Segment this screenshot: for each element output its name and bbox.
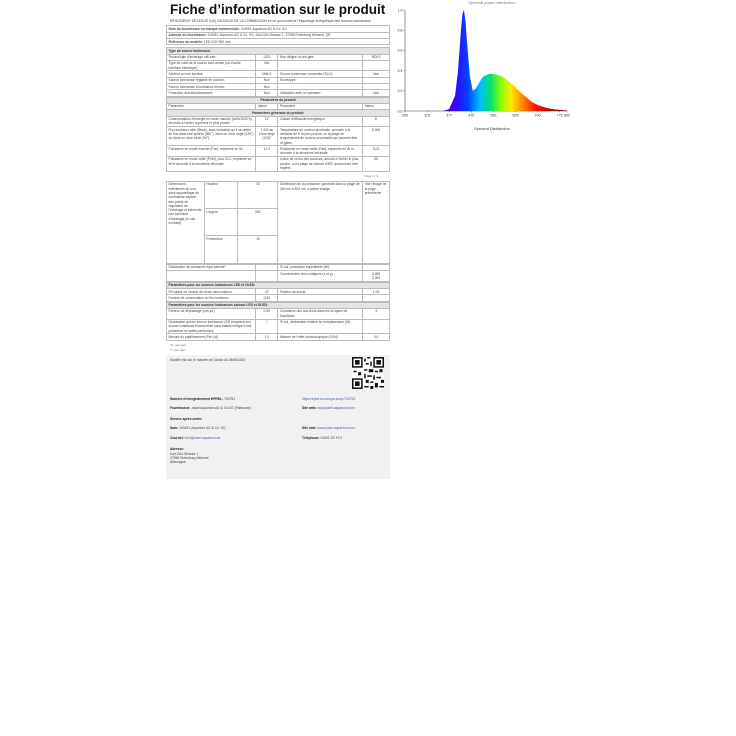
spectral-distribution-value: Voir l’image de la page précédente bbox=[363, 181, 390, 263]
dimensions-label: Dimensions extérieures en mm, sans appareillage de commande séparé, des points de régulation de l’éclairage et éléments non lumineux d’éclairage (le cas échéant) bbox=[167, 181, 205, 263]
value-cell: NMLS bbox=[256, 71, 278, 77]
x-tick-label: 625 bbox=[512, 113, 519, 118]
x-tick-label: 475 bbox=[468, 113, 475, 118]
parameter-cell: Coordonnées chro-matiques (x et y) bbox=[278, 271, 363, 282]
y-tick-label: 0.4 bbox=[397, 68, 403, 73]
parameter-cell: Constance des cou-leurs dans les el-lipses de MacAdam bbox=[278, 308, 363, 319]
supplier-label: Nom du fournisseur ou marque commerciale: bbox=[168, 26, 240, 31]
parameter-cell: Enveloppe: bbox=[278, 77, 363, 83]
parameter-cell: Puissance en mode veille (Pnet), pour SLC, exprimée en W et arrondie à la deuxième décimale bbox=[167, 156, 256, 171]
value-cell: NDLS bbox=[363, 54, 390, 60]
spectrum-area bbox=[443, 10, 567, 111]
parameter-cell: Mesure de l’effet stroboscopique (SVM) bbox=[278, 334, 363, 340]
eprel-link[interactable]: https://eprel.ec.europa.eu/qr/763753 bbox=[302, 396, 356, 401]
parameter-cell: Utilisation avec un variateur: bbox=[278, 90, 363, 96]
x-tick-label: 800 bbox=[564, 113, 570, 118]
table-row bbox=[167, 127, 390, 146]
service-address-line-2: 27356 Rotenburg Wümme bbox=[170, 455, 209, 460]
value-cell: 3 bbox=[363, 308, 390, 319]
value-cell: 1,00 bbox=[363, 289, 390, 295]
chart-x-label: Spectral Distribution bbox=[474, 126, 510, 131]
value-cell: 22 bbox=[256, 289, 278, 295]
service-email bbox=[170, 436, 220, 440]
y-tick-label: 0.8 bbox=[397, 28, 403, 33]
parameter-cell bbox=[278, 60, 363, 71]
value-cell: 0,285 0,300 bbox=[363, 271, 390, 282]
market-date-note: Modèle mis sur le marché de l’Union du 08/06/2020 bbox=[170, 357, 246, 362]
mains-parameters-table bbox=[166, 302, 390, 341]
service-phone-label: Téléphone: bbox=[302, 435, 320, 440]
table-row bbox=[167, 334, 390, 340]
value-cell: N/A bbox=[256, 60, 278, 71]
parameter-cell bbox=[278, 295, 363, 301]
value-cell: 1 400 au Cône large (120)° bbox=[256, 127, 278, 146]
parameter-cell: Consommation d’énergie en mode marche (kWh/1000 h), arrondie à l’entier supérieur le plus proche bbox=[167, 116, 256, 127]
eprel-label: Numéro d’enregistrement EPREL: bbox=[170, 396, 224, 401]
value-cell: 0,0 bbox=[363, 334, 390, 340]
header-value-2: Valeur bbox=[363, 103, 390, 109]
equivalence-table bbox=[166, 264, 390, 282]
parameter-cell: Puissance en mode marche (Pon), exprimée en W bbox=[167, 146, 256, 157]
product-information-sheet bbox=[166, 0, 390, 479]
table-row bbox=[167, 319, 390, 334]
equivalence-rows bbox=[167, 264, 390, 281]
footnote-2: **: non réel bbox=[170, 347, 185, 352]
value-cell: 85 bbox=[363, 156, 390, 171]
service-address-line-1: Karl-Göx-Strasse 1 bbox=[170, 451, 199, 456]
table-row bbox=[167, 295, 390, 301]
parameter-cell: Type de culot de la source lumi-neuse (ou d’autre interface électrique) bbox=[167, 60, 256, 71]
parameter-cell: Température de couleur proximale, arrondie à la centaine de K la plus proche, ou la plage de températures de couleur proximales qui peuvent être ré-glées bbox=[278, 127, 363, 146]
value-cell: 0,59 bbox=[256, 308, 278, 319]
value-cell bbox=[363, 60, 390, 71]
service-website-link[interactable]: www.juwel-aquarium.com bbox=[317, 425, 355, 430]
supplier-address-label: Adresse du fournisseur: bbox=[168, 33, 207, 38]
model-label: Référence du modèle: bbox=[168, 39, 203, 44]
led-parameter-rows bbox=[167, 289, 390, 302]
spectral-distribution-label: Distribution de la puissance spectrale dans la plage de 250 nm à 800 nm, à pleine charge bbox=[278, 181, 363, 263]
led-parameters-table bbox=[166, 282, 390, 302]
parameter-cell: Si oui, déclaration relative au remplacement (W) bbox=[278, 319, 363, 334]
footer-supplier bbox=[170, 406, 251, 410]
value-cell bbox=[363, 295, 390, 301]
x-tick-label: 700 bbox=[534, 113, 541, 118]
supplier-address-value: JUWEL Aquarium AG & Co. KG, Karl-Göx-Strasse 1, 27356 Rotenburg Wümme, DE bbox=[207, 33, 331, 38]
led-parameters-title: Paramètres pour les sources lumineuses LED et OLED: bbox=[167, 282, 390, 288]
parameter-cell: Facteur de survie bbox=[278, 289, 363, 295]
x-tick-label: 775 bbox=[556, 113, 563, 118]
qr-code-icon bbox=[352, 357, 384, 389]
service-website bbox=[302, 426, 355, 430]
value-cell: Non bbox=[256, 90, 278, 96]
width-label: Largeur bbox=[204, 209, 237, 236]
service-title bbox=[170, 417, 202, 421]
value-cell: 6 000 bbox=[363, 127, 390, 146]
parameter-cell: Source lumineuse réglable en couleur: bbox=[167, 77, 256, 83]
product-parameters-title: Paramètres du produit bbox=[167, 97, 390, 103]
light-source-type-table bbox=[166, 47, 390, 96]
parameter-cell: Classe d’efficacité énergétique bbox=[278, 116, 363, 127]
supplier-value: JUWEL Aquarium AG & Co. KG bbox=[240, 26, 287, 31]
x-tick-label: 550 bbox=[490, 113, 497, 118]
footer-website-link[interactable]: www.juwel-aquarium.com bbox=[317, 405, 355, 410]
footnote-1: *A: non réel bbox=[170, 342, 186, 347]
y-tick-label: 0.2 bbox=[397, 89, 403, 94]
general-parameters-title: Paramètres généraux du produit: bbox=[167, 110, 390, 116]
parameter-cell: Source lumineuse connectée (SLC): bbox=[278, 71, 363, 77]
value-cell: 12 bbox=[256, 116, 278, 127]
value-cell: Non bbox=[363, 90, 390, 96]
service-email-label: Courriel: bbox=[170, 435, 184, 440]
parameter-cell: Déclaration de puissance équi-valente* bbox=[167, 264, 256, 270]
value-cell: - bbox=[363, 319, 390, 334]
service-title-text: Service après-vente: bbox=[170, 416, 203, 421]
table-row bbox=[167, 116, 390, 127]
width-value: 590 bbox=[238, 209, 278, 236]
table-row bbox=[167, 308, 390, 319]
parameter-cell: Mesure du papillotement (Pst LM) bbox=[167, 334, 256, 340]
service-email-link[interactable]: info@juwel-aquarium.de bbox=[184, 435, 221, 440]
x-tick-label: 377 bbox=[446, 113, 453, 118]
value-cell: 0,00 bbox=[363, 146, 390, 157]
value-cell: 1,0 bbox=[256, 334, 278, 340]
parameter-cell: Non dirigée ou diri-gée: bbox=[278, 54, 363, 60]
mains-parameters-title: Paramètres pour les sources lumineuses secteur LED et OLED: bbox=[167, 302, 390, 308]
light-source-type-title: Type de source lumineuse: bbox=[167, 48, 390, 54]
parameter-cell: Source lumineuse à luminance élevée: bbox=[167, 84, 256, 90]
service-name-value: JUWEL Aquarium AG & Co. KG bbox=[179, 425, 226, 430]
parameter-cell: Facteur de conservation du flux lumineux bbox=[167, 295, 256, 301]
spectral-chart bbox=[395, 0, 575, 136]
y-tick-label: 0.0 bbox=[397, 109, 403, 114]
parameter-cell: R9 valeur de l’indice de rendu des couleurs bbox=[167, 289, 256, 295]
table-row bbox=[167, 146, 390, 157]
depth-label: Profondeur bbox=[204, 236, 237, 263]
height-value: 30 bbox=[238, 181, 278, 208]
dimensions-table bbox=[166, 181, 390, 264]
value-cell: - bbox=[363, 77, 390, 83]
supplier-table bbox=[166, 25, 390, 45]
value-cell: Non bbox=[256, 77, 278, 83]
value-cell: 0,94 bbox=[256, 295, 278, 301]
footer-supplier-label: Fournisseur: bbox=[170, 405, 191, 410]
sheet-title: Fiche d’information sur le produit bbox=[170, 2, 386, 17]
value-cell: - bbox=[363, 264, 390, 270]
value-cell: Non bbox=[363, 71, 390, 77]
depth-value: 15 bbox=[238, 236, 278, 263]
x-tick-label: 250 bbox=[402, 113, 408, 118]
y-tick-label: 1.0 bbox=[397, 8, 403, 13]
footer-website bbox=[302, 406, 355, 410]
height-label: Hauteur bbox=[204, 181, 237, 208]
value-cell: Non bbox=[256, 84, 278, 90]
parameter-cell bbox=[167, 271, 256, 282]
parameter-cell: Indice de rendu des couleurs, arrondi à l’entier le plus proche, ou la plage de valeurs d’IRC qui peuvent être réglées bbox=[278, 156, 363, 171]
header-value-1: Valeur bbox=[256, 103, 278, 109]
table-row bbox=[167, 156, 390, 171]
eprel-registration bbox=[170, 397, 235, 401]
value-cell bbox=[256, 156, 278, 171]
product-parameters-table bbox=[166, 97, 390, 172]
service-name bbox=[170, 426, 226, 430]
parameter-cell: Puissance en mode veille (Psb), exprimée en W et arrondie à la deuxième décimale bbox=[278, 146, 363, 157]
spectral-chart-svg bbox=[395, 0, 575, 136]
value-cell: - bbox=[256, 264, 278, 270]
value-cell: -* bbox=[256, 319, 278, 334]
parameter-cell: Si oui, puissance équivalente (W) bbox=[278, 264, 363, 270]
regulation-subtitle: RÈGLEMENT DÉLÉGUÉ (UE) 2019/2015 DE LA COMMISSION en ce qui concerne l’étiquetage énergétique des sources lumineuses bbox=[170, 19, 371, 23]
light-source-type-rows bbox=[167, 54, 390, 96]
service-name-label: Nom: bbox=[170, 425, 179, 430]
service-address-title bbox=[170, 447, 184, 451]
y-tick-label: 0.6 bbox=[397, 48, 403, 53]
service-address-title-text: Adresse: bbox=[170, 446, 185, 451]
value-cell: 12,0 bbox=[256, 146, 278, 157]
value-cell: LED bbox=[256, 54, 278, 60]
value-cell: E bbox=[363, 116, 390, 127]
parameter-cell: Protection anti-éblouissement: bbox=[167, 90, 256, 96]
x-tick-label: 325 bbox=[424, 113, 431, 118]
eprel-number: 763753 bbox=[224, 396, 236, 401]
parameter-cell: Déclaration qu’une source lumineuse LED remplace une source lumineuse fluorescente sans ballast intégré d’une puissance en watts particulière bbox=[167, 319, 256, 334]
footer-supplier-value: Juwel Aquarium AG & Co.KG (Fabricant) bbox=[191, 405, 251, 410]
parameter-cell: Flux lumineux utile (Φuse), avec indication qu’il se réfère au flux dans une sphère (360°), dans un cône large (120°) ou dans un cône étroit (90°) bbox=[167, 127, 256, 146]
mains-parameter-rows bbox=[167, 308, 390, 340]
eprel-footer bbox=[166, 355, 390, 479]
model-cell bbox=[167, 39, 390, 45]
value-cell bbox=[256, 271, 278, 282]
chart-title: Spectral power distribution bbox=[468, 0, 516, 5]
service-address-line-3: Allemagne bbox=[170, 459, 186, 464]
header-parameter-1: Paramètre bbox=[167, 103, 256, 109]
parameter-cell: Secteur ou non secteur: bbox=[167, 71, 256, 77]
table-row bbox=[167, 271, 390, 282]
general-parameter-rows bbox=[167, 116, 390, 171]
service-website-label: Site web: bbox=[302, 425, 317, 430]
table-row bbox=[167, 90, 390, 96]
model-value: LED DAY 590 mm bbox=[203, 39, 231, 44]
table-row bbox=[167, 60, 390, 71]
footnotes bbox=[170, 343, 390, 353]
page-number: Page 1 / 3 bbox=[364, 173, 378, 178]
header-parameter-2: Paramètre bbox=[278, 103, 363, 109]
service-phone bbox=[302, 436, 342, 440]
footer-website-label: Site web: bbox=[302, 405, 317, 410]
parameter-cell: Facteur de déphasage (cos φ1) bbox=[167, 308, 256, 319]
service-phone-value: 04261-93 79-0 bbox=[320, 435, 342, 440]
parameter-cell: Technologie d’éclairage utili-sée: bbox=[167, 54, 256, 60]
